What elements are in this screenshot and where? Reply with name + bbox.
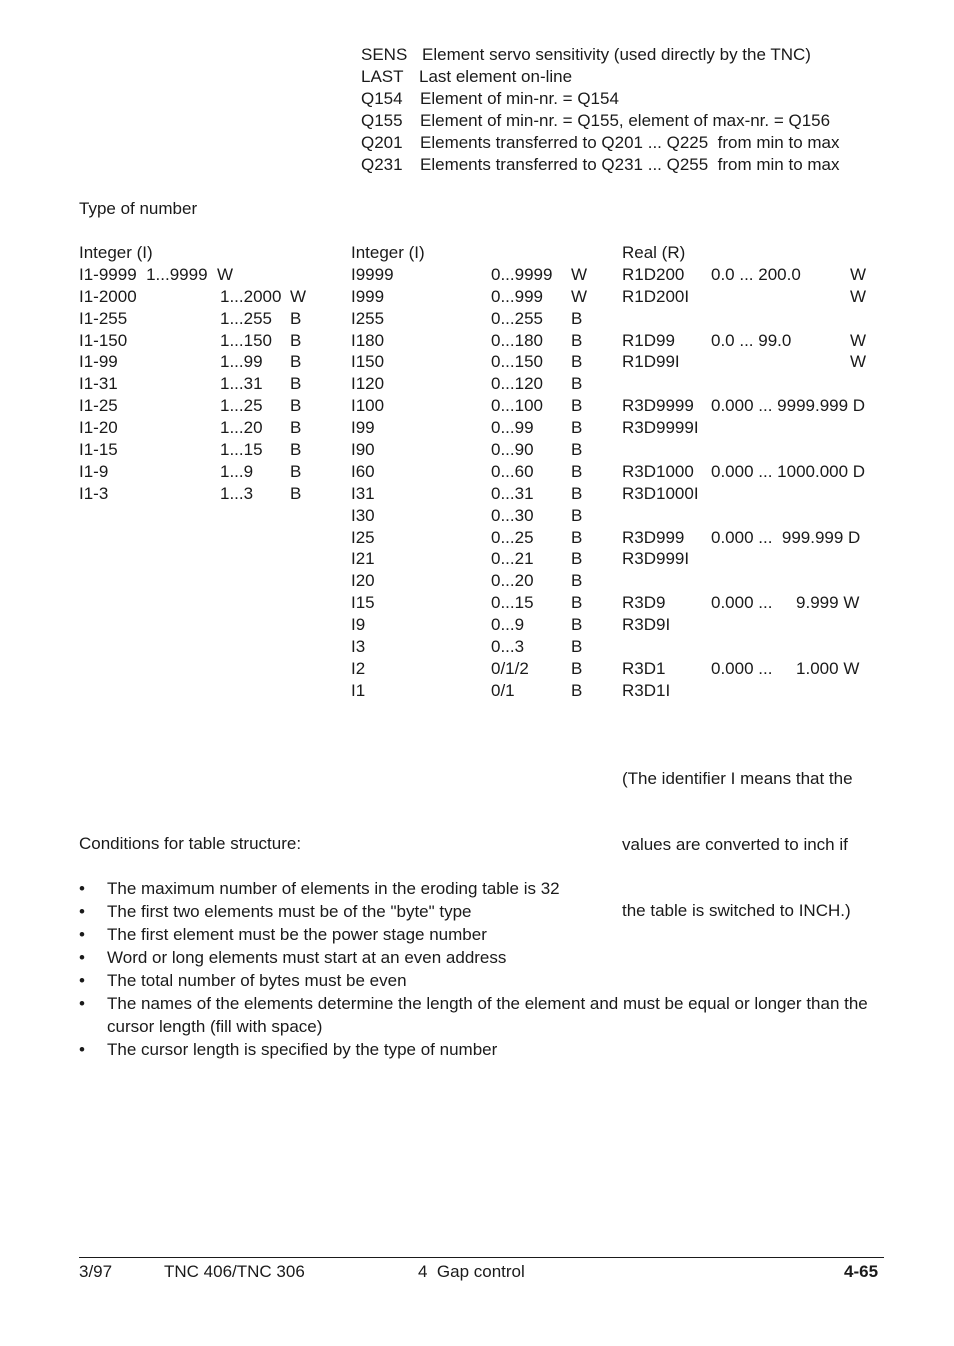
- column-header: Integer (I): [79, 243, 153, 262]
- cell-size: W: [850, 286, 867, 306]
- note-line: values are converted to inch if: [622, 835, 848, 854]
- table-row: [79, 264, 234, 286]
- table-row: [351, 417, 583, 439]
- cell-range: 0.000 ... 1.000 W: [711, 658, 860, 678]
- table-row: [351, 439, 583, 461]
- footer-chapter: 4 Gap control: [418, 1262, 525, 1281]
- cell-name: I3: [351, 637, 366, 657]
- table-row: [351, 570, 583, 592]
- cell-size: B: [571, 461, 583, 481]
- cell-size: B: [571, 571, 583, 591]
- definition-text: Elements transferred to Q201 ... Q225 from min to max: [420, 133, 840, 152]
- table-row: [622, 373, 685, 395]
- cell-range: 0.0 ... 99.0: [711, 330, 792, 350]
- cell-size: B: [290, 396, 302, 416]
- table-row: [351, 658, 583, 680]
- table-row: [622, 417, 699, 439]
- bullet-icon: •: [79, 879, 85, 898]
- page-number: 4-65: [844, 1262, 879, 1281]
- note-line: (The identifier I means that the: [622, 769, 853, 788]
- cell-range: 1...9: [220, 461, 254, 481]
- definition-key: Q155: [361, 111, 403, 130]
- bullet-icon: •: [79, 902, 85, 921]
- cell-name: R3D9I: [622, 615, 671, 635]
- table-row: [622, 483, 699, 505]
- cell-size: B: [571, 549, 583, 569]
- table-row: [622, 461, 866, 483]
- type-of-number-heading: Type of number: [79, 199, 198, 218]
- cell-range: 1...255: [220, 308, 272, 328]
- cell-size: B: [571, 637, 583, 657]
- cell-name: I1-2000: [79, 286, 137, 306]
- table-row: [79, 461, 302, 483]
- cell-name: I1-150: [79, 330, 128, 350]
- definition-key: SENS: [361, 45, 408, 64]
- table-row: [351, 351, 583, 373]
- cell-range: 0...15: [491, 593, 534, 613]
- table-row: [79, 439, 302, 461]
- cell-range: 0...31: [491, 483, 534, 503]
- footer-product: TNC 406/TNC 306: [164, 1262, 305, 1281]
- cell-range: 0...150: [491, 352, 543, 372]
- cell-name: I21: [351, 549, 375, 569]
- cell-size: B: [571, 418, 583, 438]
- cell-range: 0...3: [491, 637, 525, 657]
- table-row: [351, 395, 583, 417]
- definition-text: Element of min-nr. = Q154: [420, 89, 619, 108]
- bullet-icon: •: [79, 994, 85, 1013]
- cell-range: 1...25: [220, 396, 263, 416]
- cell-size: B: [571, 615, 583, 635]
- cell-size: B: [290, 483, 302, 503]
- list-item: [79, 1039, 879, 1062]
- cell-name: R3D9: [622, 593, 666, 613]
- table-row: [351, 505, 583, 527]
- cell-size: B: [290, 461, 302, 481]
- conditions-heading: Conditions for table structure:: [79, 834, 302, 853]
- cell-range: 1...15: [220, 440, 263, 460]
- cell-size: W: [850, 330, 867, 350]
- cell-size: B: [571, 483, 583, 503]
- table-row: [622, 636, 685, 658]
- cell-size: B: [571, 308, 583, 328]
- cell-name: I25: [351, 527, 375, 547]
- cell-size: B: [571, 593, 583, 613]
- real-table: [622, 242, 867, 702]
- cell-range: 0.000 ... 9999.999 D: [711, 396, 866, 416]
- cell-range: 0...100: [491, 396, 543, 416]
- cell-range: 0...21: [491, 549, 534, 569]
- integer-table-1: [79, 242, 307, 505]
- cell-name: I1-255: [79, 308, 128, 328]
- cell-range: 0...20: [491, 571, 534, 591]
- cell-name: I1-31: [79, 374, 118, 394]
- cell-size: B: [571, 505, 583, 525]
- table-row: [622, 658, 860, 680]
- definition-text: Elements transferred to Q231 ... Q255 from min to max: [420, 155, 840, 174]
- column-header: Real (R): [622, 243, 686, 262]
- cell-size: B: [571, 680, 583, 700]
- cell-size: B: [290, 418, 302, 438]
- list-item: [79, 878, 879, 901]
- table-row: [79, 308, 302, 330]
- cell-name: I9: [351, 615, 366, 635]
- cell-range: 0...120: [491, 374, 543, 394]
- definition-text: Last element on-line: [419, 67, 573, 86]
- cell-size: B: [290, 308, 302, 328]
- cell-range: 1...20: [220, 418, 263, 438]
- table-row: [622, 330, 867, 352]
- cell-size: W: [571, 264, 588, 284]
- table-row: [351, 330, 583, 352]
- table-row: [351, 614, 583, 636]
- cell-range: 0...180: [491, 330, 543, 350]
- cell-size: W: [850, 264, 867, 284]
- cell-name: R1D99: [622, 330, 675, 350]
- cell-name: I15: [351, 593, 375, 613]
- cell-size: B: [571, 396, 583, 416]
- cell-name: I1-99: [79, 352, 118, 372]
- cell-range: 0/1/2: [491, 658, 529, 678]
- list-item-text: The cursor length is specified by the type of number: [107, 1039, 498, 1059]
- list-item: [79, 970, 879, 993]
- cell-name: R1D200I: [622, 286, 690, 306]
- cell-size: B: [290, 440, 302, 460]
- list-item-text: The first element must be the power stage number: [107, 925, 487, 944]
- table-row: [351, 483, 583, 505]
- list-item: [79, 947, 879, 970]
- cell-name: I180: [351, 330, 385, 350]
- table-row: [79, 483, 302, 505]
- cell-size: W: [571, 286, 588, 306]
- cell-size: B: [571, 527, 583, 547]
- cell-name: R3D1I: [622, 680, 671, 700]
- cell-range: 0...25: [491, 527, 534, 547]
- cell-name: R3D999: [622, 527, 685, 547]
- definition-key: Q154: [361, 89, 403, 108]
- bullet-icon: •: [79, 971, 85, 990]
- table-row: [622, 505, 685, 527]
- cell-range: 0.000 ... 999.999 D: [711, 527, 861, 547]
- table-row: [622, 351, 867, 373]
- table-row: [351, 527, 583, 549]
- table-row: [622, 527, 861, 549]
- cell-range: 0...999: [491, 286, 543, 306]
- cell-name: I1-9999 1...9999 W: [79, 264, 234, 284]
- table-row: [622, 614, 685, 636]
- cell-range: 1...150: [220, 330, 272, 350]
- cell-range: 0...9: [491, 615, 525, 635]
- table-row: [351, 373, 583, 395]
- table-row: [622, 570, 685, 592]
- list-item: [79, 924, 879, 947]
- cell-range: 0...60: [491, 461, 534, 481]
- cell-name: I255: [351, 308, 385, 328]
- footer-date: 3/97: [79, 1262, 113, 1281]
- cell-name: I1-25: [79, 396, 118, 416]
- table-row: [622, 264, 867, 286]
- cell-range: 0...255: [491, 308, 543, 328]
- table-row: [622, 286, 867, 308]
- table-row: [79, 351, 302, 373]
- cell-name: R1D200: [622, 264, 685, 284]
- definition-key: Q201: [361, 133, 403, 152]
- cell-size: W: [850, 352, 867, 372]
- bullet-icon: •: [79, 925, 85, 944]
- cell-size: B: [571, 374, 583, 394]
- list-item-text: The first two elements must be of the "byte" type: [107, 902, 472, 921]
- table-row: [351, 286, 588, 308]
- integer-table-2: [351, 242, 588, 702]
- cell-size: B: [571, 330, 583, 350]
- bullet-icon: •: [79, 948, 85, 967]
- table-row: [351, 308, 583, 330]
- cell-name: I1-15: [79, 440, 118, 460]
- cell-name: R3D1: [622, 658, 666, 678]
- table-row: [622, 308, 685, 330]
- table-row: [622, 439, 685, 461]
- cell-name: I1: [351, 680, 366, 700]
- conditions-list: [79, 878, 879, 1062]
- cell-name: I60: [351, 461, 375, 481]
- cell-range: 0...30: [491, 505, 534, 525]
- cell-range: 1...31: [220, 374, 263, 394]
- list-item-text: Word or long elements must start at an even address: [107, 948, 507, 967]
- table-row: [622, 680, 685, 702]
- table-row: [351, 461, 583, 483]
- definition-key: Q231: [361, 155, 403, 174]
- cell-name: I30: [351, 505, 375, 525]
- cell-size: B: [571, 440, 583, 460]
- list-item-text: The total number of bytes must be even: [107, 971, 407, 990]
- cell-size: B: [290, 330, 302, 350]
- cell-range: 0...99: [491, 418, 534, 438]
- table-row: [79, 373, 302, 395]
- cell-name: I150: [351, 352, 385, 372]
- table-row: [351, 680, 583, 702]
- table-row: [622, 395, 866, 417]
- cell-size: B: [571, 352, 583, 372]
- note-line: the table is switched to INCH.): [622, 901, 851, 920]
- cell-range: 0...90: [491, 440, 534, 460]
- cell-name: I120: [351, 374, 385, 394]
- cell-name: R3D1000: [622, 461, 694, 481]
- cell-name: I90: [351, 440, 375, 460]
- cell-name: I9999: [351, 264, 394, 284]
- cell-range: 1...99: [220, 352, 263, 372]
- cell-name: R3D9999: [622, 396, 694, 416]
- cell-name: I100: [351, 396, 385, 416]
- list-item-text: The names of the elements determine the length of the element and must be equal or longer than the cursor length (fill with space): [107, 994, 868, 1036]
- cell-name: I20: [351, 571, 375, 591]
- cell-range: 1...3: [220, 483, 254, 503]
- cell-size: B: [290, 352, 302, 372]
- cell-name: R3D1000I: [622, 483, 699, 503]
- table-row: [351, 592, 583, 614]
- list-item-text: The maximum number of elements in the eroding table is 32: [107, 879, 560, 898]
- cell-name: I99: [351, 418, 375, 438]
- cell-size: B: [571, 658, 583, 678]
- cell-name: I1-9: [79, 461, 109, 481]
- cell-name: I1-20: [79, 418, 118, 438]
- cell-name: I1-3: [79, 483, 109, 503]
- list-item: [79, 993, 879, 1038]
- footer-divider: [79, 1257, 884, 1258]
- cell-range: 0/1: [491, 680, 515, 700]
- table-row: [79, 417, 302, 439]
- table-row: [79, 395, 302, 417]
- cell-name: R3D999I: [622, 549, 690, 569]
- cell-name: R1D99I: [622, 352, 680, 372]
- table-row: [622, 592, 860, 614]
- cell-name: R3D9999I: [622, 418, 699, 438]
- table-row: [351, 264, 588, 286]
- table-row: [622, 548, 690, 570]
- column-header: Integer (I): [351, 243, 425, 262]
- bullet-icon: •: [79, 1039, 85, 1059]
- cell-size: W: [290, 286, 307, 306]
- table-row: [351, 636, 583, 658]
- table-row: [79, 330, 302, 352]
- cell-range: 0.0 ... 200.0: [711, 264, 801, 284]
- cell-name: I2: [351, 658, 366, 678]
- definition-text: Element servo sensitivity (used directly by the TNC): [422, 45, 811, 64]
- definition-key: LAST: [361, 67, 404, 86]
- list-item: [79, 901, 879, 924]
- cell-range: 0.000 ... 1000.000 D: [711, 461, 866, 481]
- cell-range: 0...9999: [491, 264, 553, 284]
- cell-size: B: [290, 374, 302, 394]
- definition-text: Element of min-nr. = Q155, element of max-nr. = Q156: [420, 111, 831, 130]
- cell-name: I31: [351, 483, 375, 503]
- table-row: [79, 286, 307, 308]
- cell-name: I999: [351, 286, 385, 306]
- cell-range: 0.000 ... 9.999 W: [711, 593, 860, 613]
- cell-range: 1...2000: [220, 286, 282, 306]
- table-row: [351, 548, 583, 570]
